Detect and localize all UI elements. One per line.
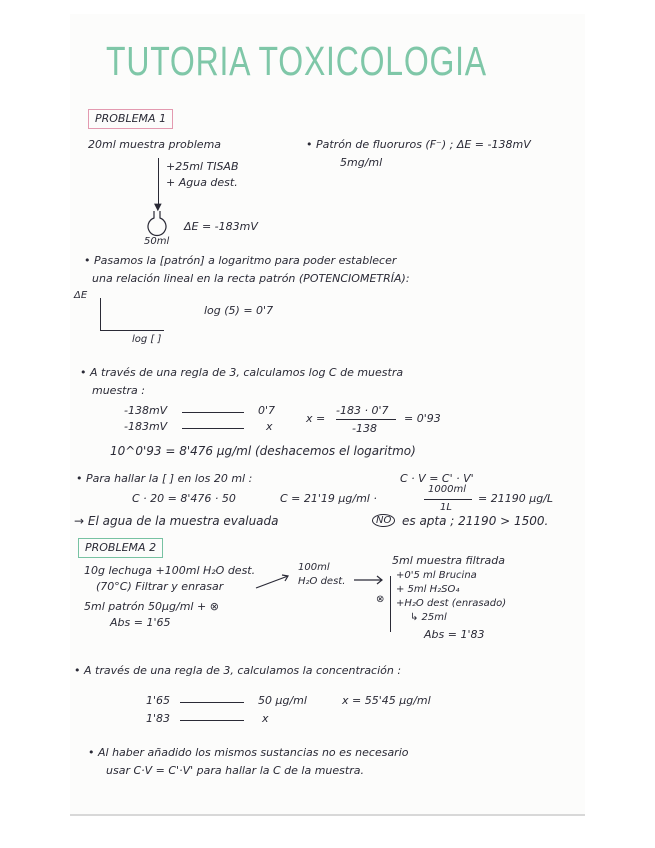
x-fraction-line [336, 419, 396, 420]
rule-row-1-line [182, 412, 244, 413]
cv-equation: C · V = C' · V' [400, 472, 474, 485]
p2-rule-row-2-right: x [262, 712, 269, 725]
p2-line-1: 10g lechuga +100ml H₂O dest. [84, 564, 256, 577]
p2-right-top: 5ml muestra filtrada [392, 554, 505, 567]
calc-1: C · 20 = 8'476 · 50 [132, 492, 236, 505]
page-title: TUTORIA TOXICOLOGIA [106, 38, 487, 84]
conv-numerator: 1000ml [428, 484, 466, 495]
calc-result: = 21190 μg/L [478, 492, 554, 505]
log-explanation-2: una relación lineal en la recta patrón (POTENCIOMETRÍA): [92, 272, 410, 285]
rule-of-three-1: • A través de una regla de 3, calculamos log C de muestra [80, 366, 404, 379]
p2-rule-row-2-left: 1'83 [146, 712, 171, 725]
rule-row-2-left: -183mV [124, 420, 168, 433]
arrow-right-icon-2 [352, 574, 388, 586]
conclusion-text-2: es apta ; 21190 > 1500. [402, 514, 549, 528]
log-explanation-1: • Pasamos la [patrón] a logaritmo para poder establecer [84, 254, 397, 267]
p2-rule-row-1-right: 50 μg/ml [258, 694, 307, 707]
de-sample: ΔE = -183mV [184, 220, 258, 233]
p2-rule-row-2-line [180, 720, 244, 721]
x-result: = 0'93 [404, 412, 441, 425]
sample-text: 20ml muestra problema [88, 138, 222, 151]
p2-mid-2: H₂O dest. [298, 576, 346, 587]
rule-row-2-right: x [266, 420, 273, 433]
x-numerator: -183 · 0'7 [336, 404, 389, 417]
p2-right-2: + 5ml H₂SO₄ [396, 584, 460, 595]
problem-2-label: PROBLEMA 2 [78, 538, 163, 558]
log-equation: log (5) = 0'7 [204, 304, 274, 317]
axis-y-label: ΔE [74, 290, 88, 301]
axis-y [100, 298, 101, 330]
arrow-right-icon [254, 572, 294, 592]
p2-rule-row-1-left: 1'65 [146, 694, 171, 707]
flow-arrow-line [158, 158, 159, 208]
rule-row-2-line [182, 428, 244, 429]
dot-icon: ⊗ [376, 594, 385, 605]
calc-2: C = 21'19 μg/ml · [280, 492, 377, 505]
rule-of-three-2: muestra : [92, 384, 145, 397]
p2-standard-abs: Abs = 1'65 [110, 616, 171, 629]
pattern-text: • Patrón de fluoruros (F⁻) ; ΔE = -138mV [306, 138, 531, 151]
p2-right-3: +H₂O dest (enrasado) [396, 598, 507, 609]
problem-1-label: PROBLEMA 1 [88, 109, 173, 129]
conv-denominator: 1L [440, 502, 452, 513]
flask-volume: 50ml [144, 236, 170, 247]
arrow-down-icon: ▼ [154, 202, 162, 213]
add-water: + Agua dest. [166, 176, 238, 189]
rule-row-1-left: -138mV [124, 404, 168, 417]
rule-row-1-right: 0'7 [258, 404, 276, 417]
p2-note-1: • Al haber añadido los mismos sustancias no es necesario [88, 746, 409, 759]
p2-mid-1: 100ml [298, 562, 330, 573]
axis-x [100, 330, 164, 331]
p2-right-abs: Abs = 1'83 [424, 628, 485, 641]
p2-note-2: usar C·V = C'·V' para hallar la C de la muestra. [106, 764, 364, 777]
bracket-line [390, 576, 391, 632]
x-equation-prefix: x = [306, 412, 326, 425]
p2-x-result: x = 55'45 μg/ml [342, 694, 431, 707]
p2-right-1: +0'5 ml Brucina [396, 570, 477, 581]
p2-rule-row-1-line [180, 702, 244, 703]
flask-icon [146, 210, 168, 234]
add-tisab: +25ml TISAB [166, 160, 239, 173]
p2-standard: 5ml patrón 50μg/ml + ⊗ [84, 600, 219, 613]
conclusion-text: → El agua de la muestra evaluada [74, 514, 279, 528]
no-circle: NO [372, 514, 395, 527]
x-denominator: -138 [352, 422, 377, 435]
p2-line-2: (70°C) Filtrar y enrasar [96, 580, 224, 593]
conv-fraction-line [424, 499, 472, 500]
antilog-text: 10^0'93 = 8'476 μg/ml (deshacemos el logaritmo) [110, 444, 416, 458]
notebook-page [70, 14, 585, 816]
p2-rule-text: • A través de una regla de 3, calculamos la concentración : [74, 664, 402, 677]
hallar-text: • Para hallar la [ ] en los 20 ml : [76, 472, 253, 485]
axis-x-label: log [ ] [132, 334, 162, 345]
pattern-conc: 5mg/ml [340, 156, 383, 169]
p2-right-4: ↳ 25ml [410, 612, 447, 623]
